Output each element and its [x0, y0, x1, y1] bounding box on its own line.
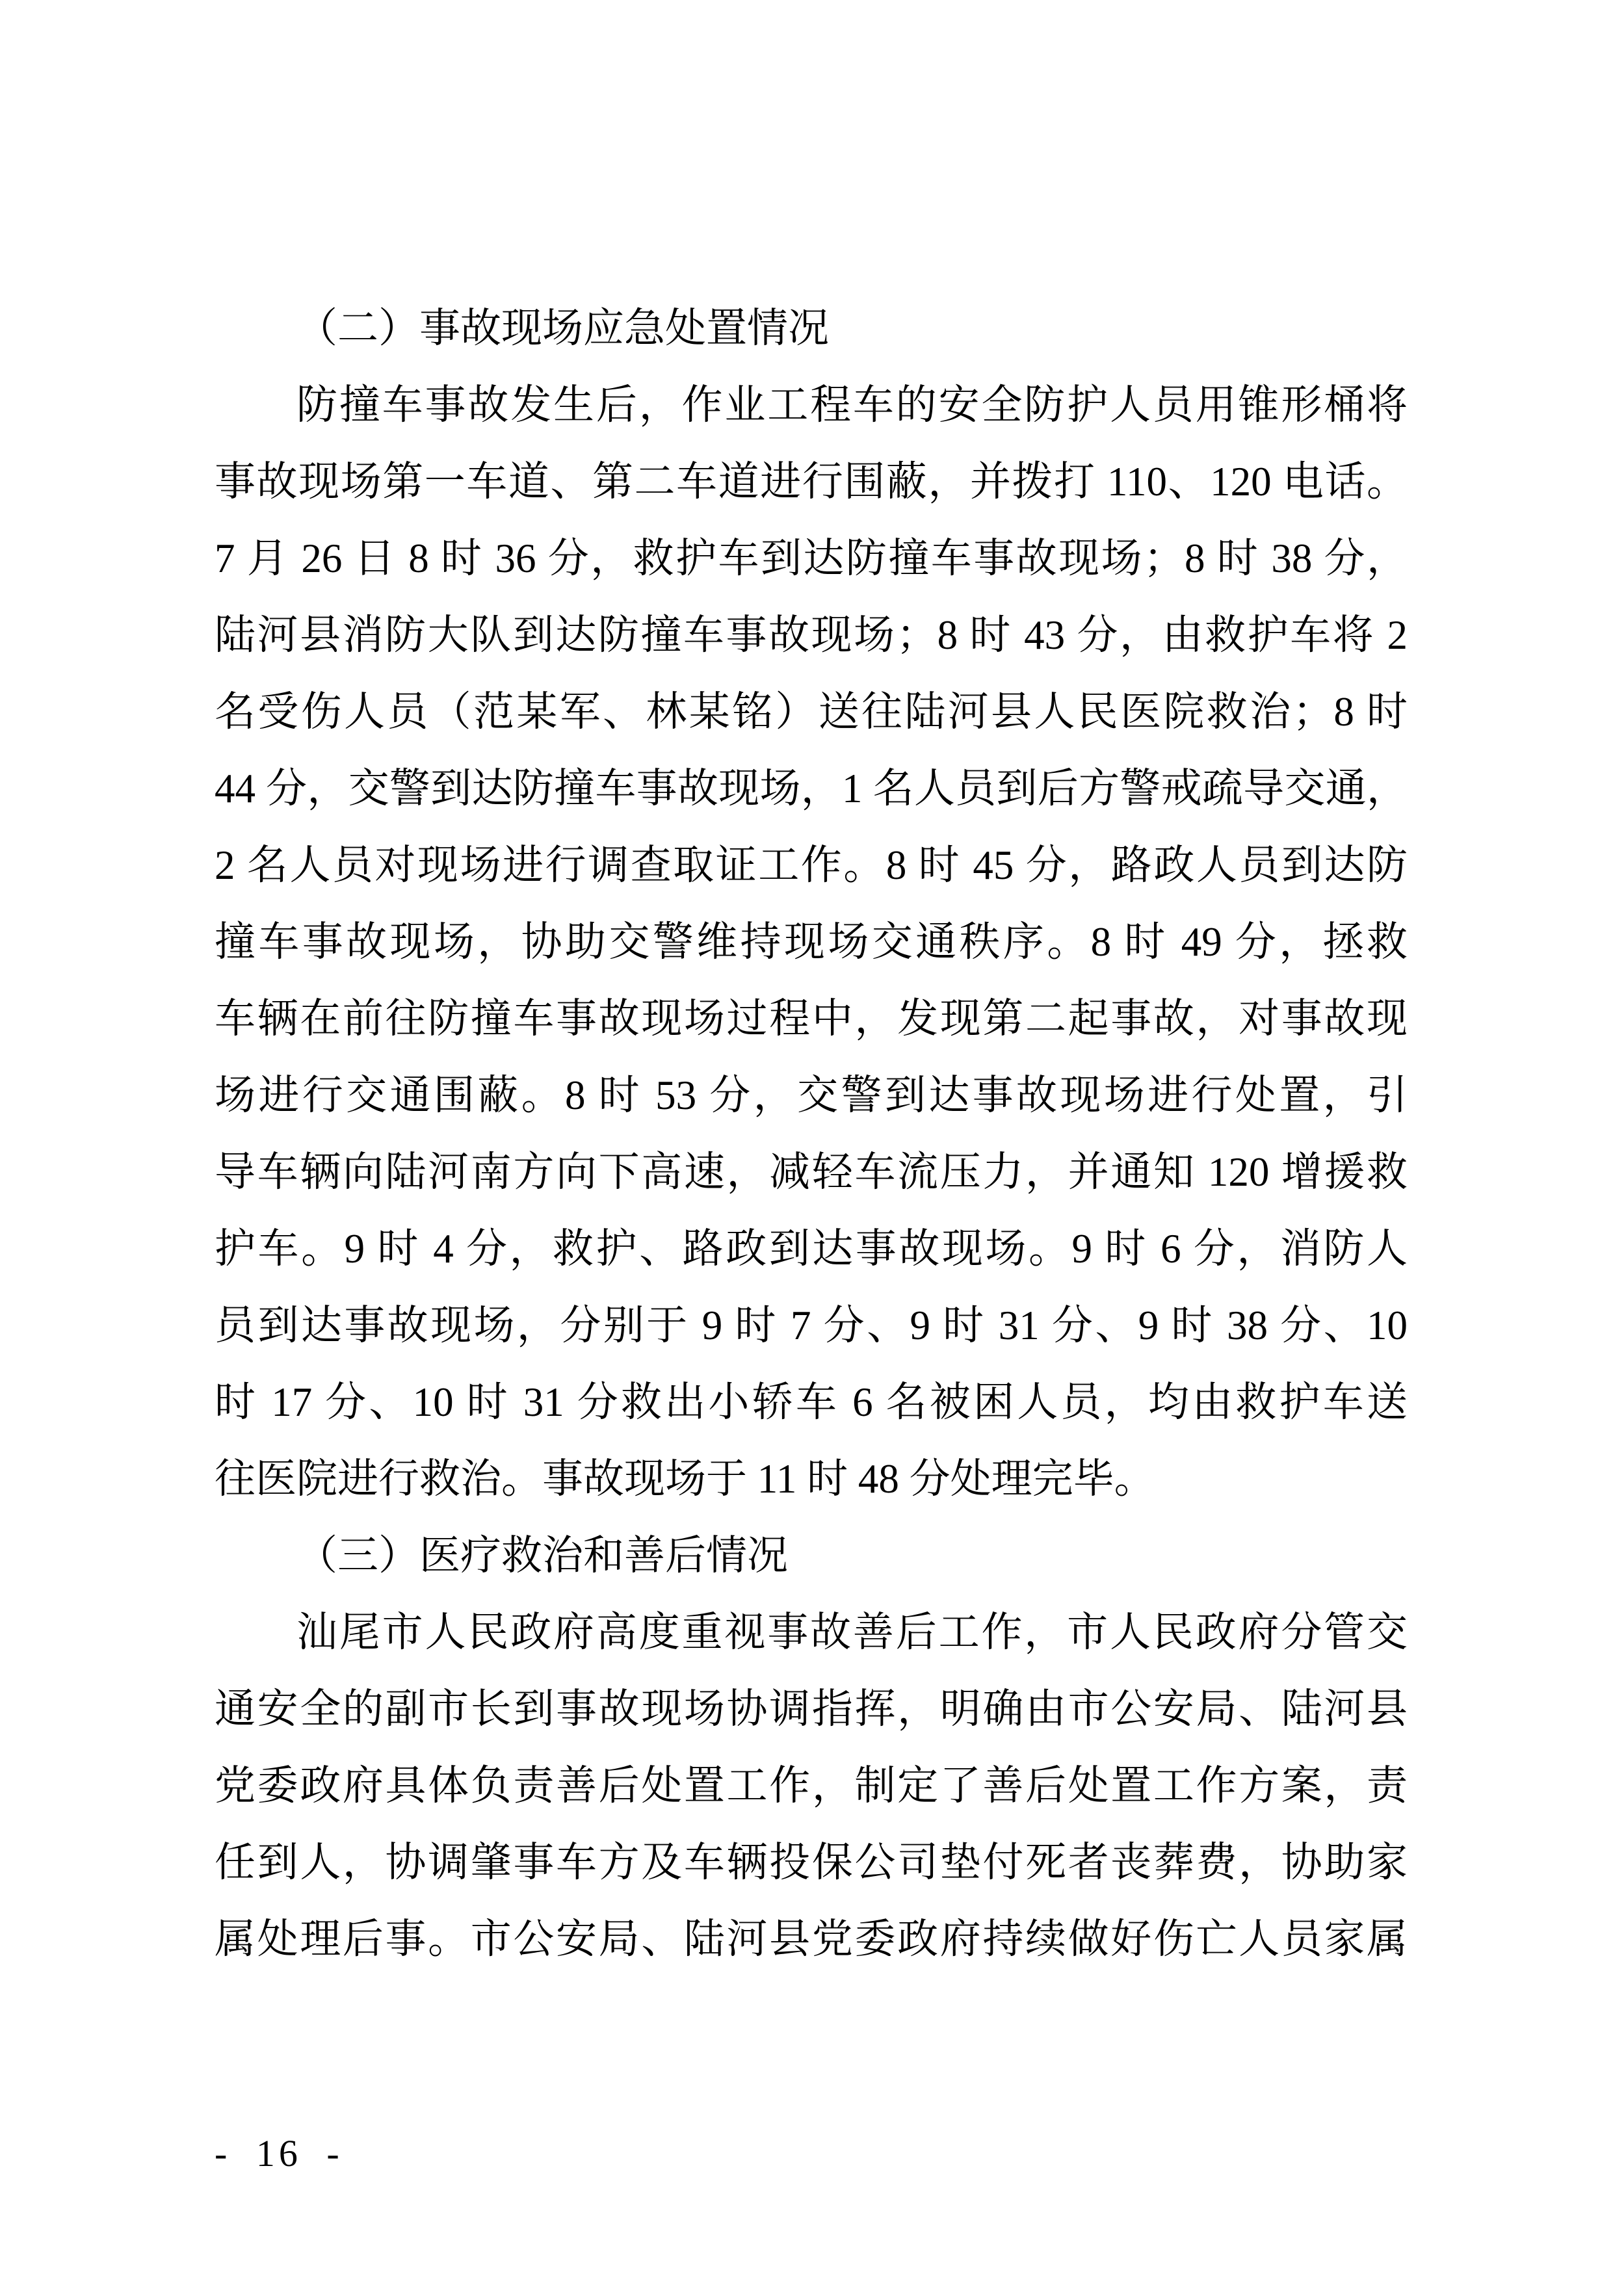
- text-line: 陆河县消防大队到达防撞车事故现场；8 时 43 分，由救护车将 2: [215, 612, 1408, 658]
- text-line: 7 月 26 日 8 时 36 分，救护车到达防撞车事故现场；8 时 38 分，: [215, 536, 1408, 581]
- section-heading-2: （二）事故现场应急处置情况: [296, 306, 829, 351]
- text-line: 通安全的副市长到事故现场协调指挥，明确由市公安局、陆河县: [215, 1686, 1408, 1732]
- section-heading-3: （三）医疗救治和善后情况: [296, 1533, 788, 1578]
- text-line: 任到人，协调肇事车方及车辆投保公司垫付死者丧葬费，协助家: [215, 1840, 1408, 1885]
- text-line: 汕尾市人民政府高度重视事故善后工作，市人民政府分管交: [296, 1610, 1408, 1655]
- text-line: 44 分，交警到达防撞车事故现场，1 名人员到后方警戒疏导交通，: [215, 766, 1408, 811]
- text-line: 场进行交通围蔽。8 时 53 分，交警到达事故现场进行处置，引: [215, 1073, 1408, 1118]
- text-line: 护车。9 时 4 分，救护、路政到达事故现场。9 时 6 分，消防人: [215, 1226, 1408, 1272]
- text-line: 防撞车事故发生后，作业工程车的安全防护人员用锥形桶将: [296, 382, 1408, 428]
- text-line: 往医院进行救治。事故现场于 11 时 48 分处理完毕。: [215, 1456, 1155, 1502]
- text-line: 名受伤人员（范某军、林某铭）送往陆河县人民医院救治；8 时: [215, 689, 1408, 735]
- text-line: 导车辆向陆河南方向下高速，减轻车流压力，并通知 120 增援救: [215, 1149, 1408, 1195]
- text-line: 2 名人员对现场进行调查取证工作。8 时 45 分，路政人员到达防: [215, 842, 1408, 888]
- document-body: [215, 290, 1408, 1977]
- text-line: 事故现场第一车道、第二车道进行围蔽，并拨打 110、120 电话。: [215, 459, 1408, 504]
- text-line: 属处理后事。市公安局、陆河县党委政府持续做好伤亡人员家属: [215, 1916, 1408, 1962]
- text-line: 党委政府具体负责善后处置工作，制定了善后处置工作方案，责: [215, 1763, 1408, 1808]
- text-line: 员到达事故现场，分别于 9 时 7 分、9 时 31 分、9 时 38 分、10: [215, 1303, 1408, 1348]
- page-number: - 16 -: [215, 2132, 343, 2174]
- text-line: 撞车事故现场，协助交警维持现场交通秩序。8 时 49 分，拯救: [215, 919, 1408, 965]
- text-line: 车辆在前往防撞车事故现场过程中，发现第二起事故，对事故现: [215, 996, 1408, 1041]
- text-line: 时 17 分、10 时 31 分救出小轿车 6 名被困人员，均由救护车送: [215, 1379, 1408, 1425]
